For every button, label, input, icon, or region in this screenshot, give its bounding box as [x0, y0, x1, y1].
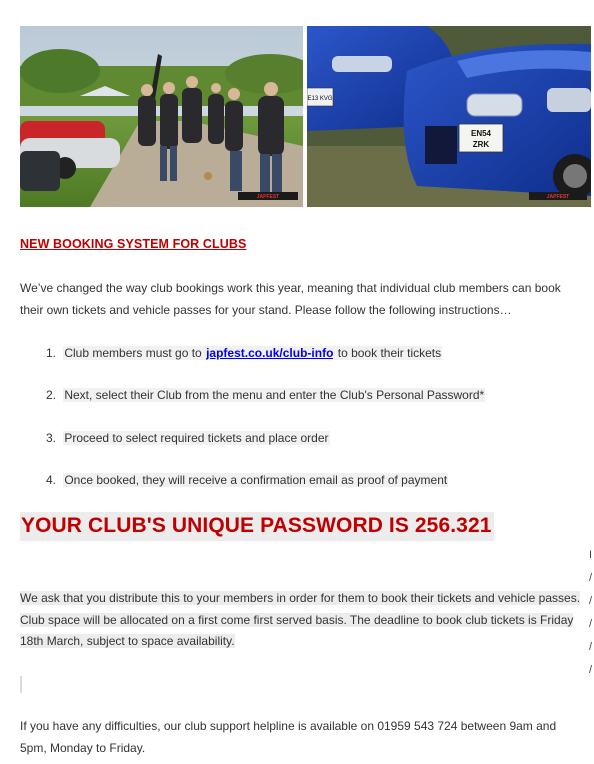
step-text: Club members must go to: [64, 346, 206, 360]
step-item-3: [46, 429, 330, 447]
club-info-link[interactable]: japfest.co.uk/club-info: [206, 346, 334, 360]
edge-glyph: /: [589, 664, 593, 676]
clipped-edge-text: [589, 544, 594, 682]
step-item-2: [46, 386, 485, 404]
distribute-paragraph: [20, 588, 586, 653]
step-number: 3.: [46, 431, 57, 445]
step-text: to book their tickets: [334, 346, 442, 360]
distribute-text: We ask that you distribute this to your members in order for them to book their tickets and vehicle passes. Club space will be allocated on a first come first served basis. The deadline to book club tickets is Friday 18th March, subject to space availability.: [20, 591, 581, 648]
edge-glyph: /: [589, 572, 593, 584]
back-plate: E13 KVG: [307, 96, 333, 102]
step-text: Proceed to select required tickets and place order: [64, 431, 329, 445]
step-item-4: [46, 471, 448, 489]
front-plate-line1: EN54: [470, 129, 492, 138]
club-password-banner: YOUR CLUB'S UNIQUE PASSWORD IS 256.321: [20, 512, 494, 541]
step-text: Next, select their Club from the menu and enter the Club's Personal Password*: [64, 388, 485, 402]
intro-paragraph: We’ve changed the way club bookings work this year, meaning that individual club members can book their own tickets and vehicle passes for your stand. Please follow the following instructions…: [20, 281, 561, 317]
step-number: 1.: [46, 346, 57, 360]
photo-watermark: JAPFEST: [256, 194, 280, 200]
booking-system-heading: NEW BOOKING SYSTEM FOR CLUBS: [20, 237, 247, 251]
step-item-1: [46, 344, 442, 362]
support-paragraph: If you have any difficulties, our club support helpline is available on 01959 543 724 between 9am and 5pm, Monday to Friday.: [20, 719, 557, 755]
step-number: 2.: [46, 388, 57, 402]
edge-glyph: /: [589, 618, 593, 630]
edge-glyph: /: [589, 641, 593, 653]
event-crowd-photo: [20, 26, 303, 207]
step-number: 4.: [46, 473, 57, 487]
edge-glyph: /: [589, 595, 593, 607]
blue-cars-photo: [307, 26, 591, 207]
photo-watermark: JAPFEST: [546, 194, 570, 200]
step-text: Once booked, they will receive a confirmation email as proof of payment: [64, 473, 448, 487]
text-cursor-mark: [20, 676, 22, 693]
edge-glyph: I: [589, 549, 593, 561]
front-plate-line2: ZRK: [472, 140, 490, 149]
